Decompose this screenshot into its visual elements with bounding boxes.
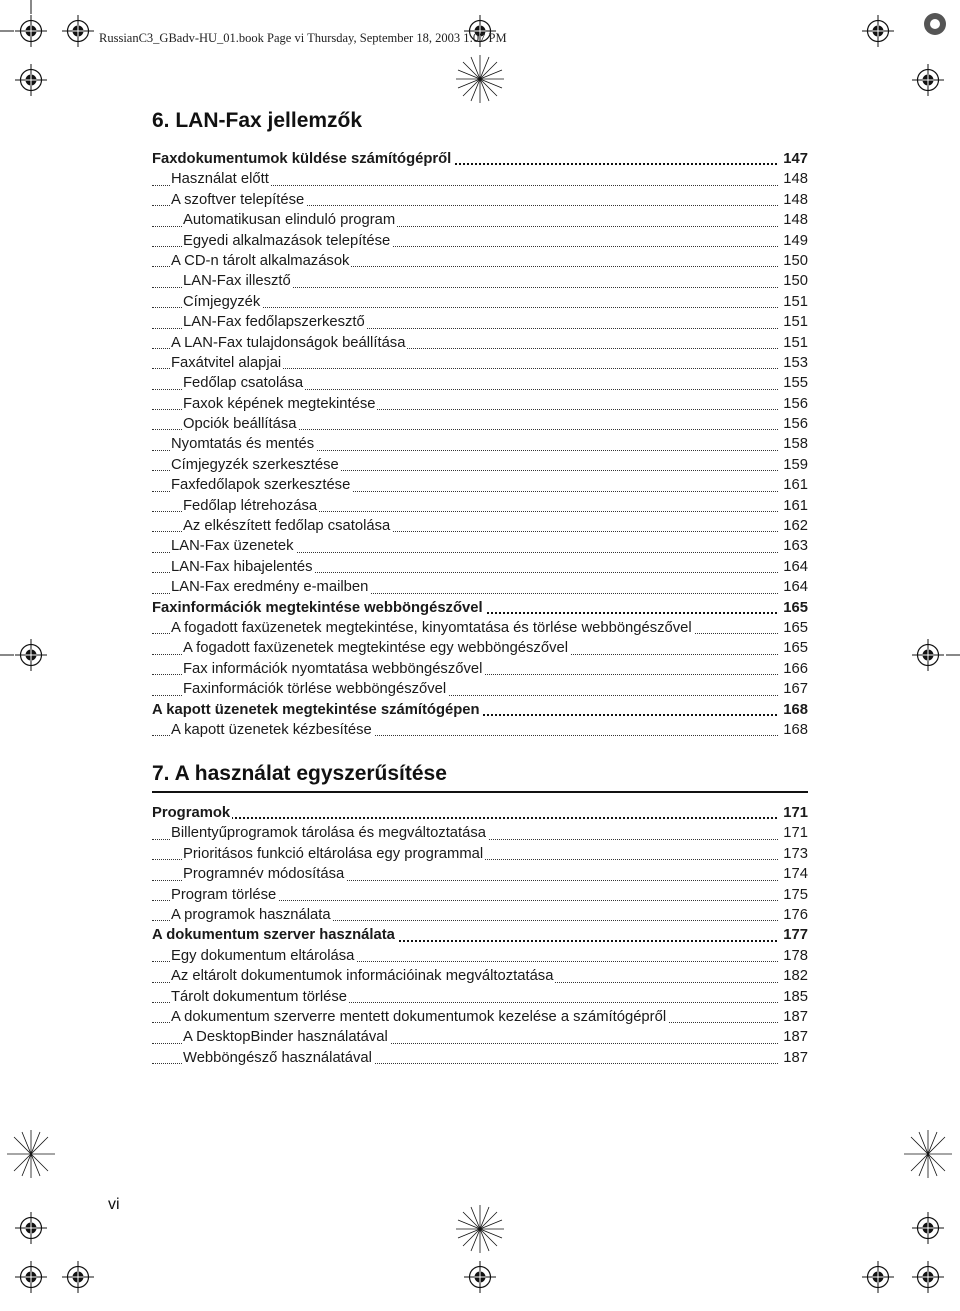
toc-entry-page: 151 (779, 292, 808, 312)
corner-mark-bottom-left (15, 1212, 94, 1293)
side-mark-right (912, 639, 960, 671)
page-number: vi (108, 1196, 120, 1213)
toc-entry-title: A kapott üzenetek megtekintése számítógépen (152, 701, 480, 718)
toc-entry-page: 163 (779, 536, 808, 556)
toc-entry-page: 158 (779, 434, 808, 454)
toc-entry (152, 638, 808, 658)
toc-entry-page: 148 (779, 190, 808, 210)
toc-entry (152, 1007, 808, 1027)
toc-entry-page: 150 (779, 271, 808, 291)
toc-entry (152, 1027, 808, 1047)
toc-entry-page: 162 (779, 516, 808, 536)
toc-entry-title: Az eltárolt dokumentumok információinak megváltoztatása (171, 968, 554, 985)
toc-entry (152, 312, 808, 332)
toc-entry-page: 187 (779, 1007, 808, 1027)
starburst-mark-right (904, 1130, 952, 1178)
toc-entry-page: 185 (779, 987, 808, 1007)
toc-entry (152, 496, 808, 516)
toc-entry-page: 165 (779, 618, 808, 638)
toc-entry-title: LAN-Fax fedőlapszerkesztő (183, 314, 365, 331)
toc-entry (152, 231, 808, 251)
starburst-mark-top (456, 55, 504, 103)
toc-entry-title: LAN-Fax hibajelentés (171, 558, 313, 575)
toc-entry-page: 174 (779, 864, 808, 884)
toc-entry-page: 161 (779, 496, 808, 516)
toc-entry (152, 618, 808, 638)
toc-entry-page: 150 (779, 251, 808, 271)
toc-entry-page: 161 (779, 475, 808, 495)
toc-entry-page: 167 (779, 679, 808, 699)
toc-entry-page: 151 (779, 333, 808, 353)
toc-entry (152, 210, 808, 230)
toc-entry (152, 905, 808, 925)
toc-entry-title: Programok (152, 805, 231, 821)
toc-entry (152, 251, 808, 271)
toc-entry-page: 155 (779, 373, 808, 393)
corner-mark-bottom-right (862, 1212, 944, 1293)
toc-entry (152, 190, 808, 210)
toc-entry-page: 173 (779, 844, 808, 864)
toc-entry (152, 536, 808, 556)
toc-chapter-6 (152, 149, 808, 740)
toc-entry-page: 175 (779, 885, 808, 905)
toc-entry-title: Opciók beállítása (183, 416, 297, 433)
toc-chapter-7 (152, 803, 808, 1068)
toc-entry-page: 166 (779, 659, 808, 679)
toc-entry-title: Prioritásos funkció eltárolása egy programmal (183, 845, 484, 862)
toc-entry-title: Nyomtatás és mentés (171, 436, 315, 453)
toc-entry-title: LAN-Fax üzenetek (171, 538, 294, 555)
toc-entry-page: 159 (779, 455, 808, 475)
toc-entry (152, 1048, 808, 1068)
toc-entry (152, 679, 808, 699)
toc-entry (152, 414, 808, 434)
toc-entry (152, 292, 808, 312)
toc-entry (152, 844, 808, 864)
toc-entry-page: 187 (779, 1027, 808, 1047)
toc-entry-page: 187 (779, 1048, 808, 1068)
toc-entry-title: Webböngésző használatával (183, 1049, 372, 1066)
toc-entry-page: 156 (779, 414, 808, 434)
toc-entry-title: Használat előtt (171, 171, 269, 188)
toc-entry-title: Programnév módosítása (183, 866, 345, 883)
toc-entry (152, 720, 808, 740)
toc-entry-page: 177 (779, 925, 808, 945)
toc-entry-page: 168 (779, 700, 808, 720)
toc-entry-title: Faxinformációk törlése webböngészővel (183, 681, 447, 698)
toc-entry-title: A fogadott faxüzenetek megtekintése, kinyomtatása és törlése webböngészővel (171, 619, 692, 636)
toc-entry-title: Faxátvitel alapjai (171, 354, 282, 371)
toc-entry (152, 434, 808, 454)
toc-entry-title: Címjegyzék szerkesztése (171, 456, 339, 473)
toc-entry-page: 164 (779, 577, 808, 597)
toc-entry-title: Az elkészített fedőlap csatolása (183, 518, 391, 535)
toc-entry-title: Egyedi alkalmazások telepítése (183, 232, 391, 249)
center-mark-bottom (464, 1261, 496, 1293)
toc-entry (152, 149, 808, 169)
toc-entry-title: Címjegyzék (183, 293, 261, 310)
toc-entry-page: 176 (779, 905, 808, 925)
side-mark-left (0, 639, 47, 671)
toc-entry-title: A dokumentum szerverre mentett dokumentumok kezelése a számítógépről (171, 1008, 667, 1025)
toc-entry (152, 373, 808, 393)
toc-entry-title: Egy dokumentum eltárolása (171, 947, 355, 964)
toc-entry-title: A kapott üzenetek kézbesítése (171, 721, 372, 738)
toc-entry-page: 164 (779, 557, 808, 577)
dot-leader (152, 817, 808, 819)
toc-entry (152, 925, 808, 945)
toc-entry (152, 353, 808, 373)
toc-entry-title: A programok használata (171, 906, 331, 923)
toc-entry (152, 455, 808, 475)
toc-entry-title: Billentyűprogramok tárolása és megváltoztatása (171, 825, 487, 842)
toc-entry (152, 946, 808, 966)
toc-entry (152, 864, 808, 884)
toc-entry-title: Faxfedőlapok szerkesztése (171, 477, 351, 494)
toc-entry (152, 700, 808, 720)
toc-entry-page: 178 (779, 946, 808, 966)
toc-entry-page: 147 (779, 149, 808, 169)
toc-entry-title: LAN-Fax eredmény e-mailben (171, 579, 369, 596)
chapter-6-title: 6. LAN-Fax jellemzők (152, 109, 363, 132)
corner-mark-top-right (862, 13, 946, 96)
toc-entry (152, 394, 808, 414)
toc-entry (152, 885, 808, 905)
toc-entry-title: Faxok képének megtekintése (183, 395, 376, 412)
toc-entry-title: A CD-n tárolt alkalmazások (171, 252, 350, 269)
starburst-mark-left (7, 1130, 55, 1178)
toc-entry-page: 156 (779, 394, 808, 414)
toc-entry-title: Program törlése (171, 886, 277, 903)
chapter-7-rule (152, 791, 808, 793)
toc-entry-page: 153 (779, 353, 808, 373)
toc-entry-page: 182 (779, 966, 808, 986)
toc-entry-page: 165 (779, 638, 808, 658)
toc-entry-page: 165 (779, 598, 808, 618)
toc-entry (152, 659, 808, 679)
chapter-7-title: 7. A használat egyszerűsítése (152, 762, 447, 785)
toc-entry (152, 966, 808, 986)
toc-entry-page: 171 (779, 823, 808, 843)
toc-entry-title: A szoftver telepítése (171, 191, 305, 208)
toc-entry-page: 168 (779, 720, 808, 740)
toc-entry-title: A dokumentum szerver használata (152, 927, 395, 944)
toc-entry-title: Fedőlap létrehozása (183, 497, 318, 514)
toc-entry-title: Fedőlap csatolása (183, 375, 304, 392)
toc-entry-title: Faxinformációk megtekintése webböngészővel (152, 599, 483, 616)
toc-entry-title: A DesktopBinder használatával (183, 1029, 388, 1046)
toc-entry (152, 823, 808, 843)
book-header-line: RussianC3_GBadv-HU_01.book Page vi Thursday, September 18, 2003 1:07 PM (99, 31, 507, 45)
corner-mark-top-left (0, 0, 94, 96)
toc-entry-title: Tárolt dokumentum törlése (171, 988, 347, 1005)
toc-entry (152, 987, 808, 1007)
starburst-mark-bottom (456, 1205, 504, 1253)
toc-entry (152, 475, 808, 495)
toc-entry-title: A fogadott faxüzenetek megtekintése egy webböngészővel (183, 640, 568, 657)
toc-entry (152, 803, 808, 823)
toc-entry-page: 148 (779, 210, 808, 230)
toc-entry-title: LAN-Fax illesztő (183, 273, 291, 290)
toc-entry (152, 577, 808, 597)
toc-entry-title: Automatikusan elinduló program (183, 212, 396, 229)
toc-entry (152, 169, 808, 189)
toc-entry-page: 149 (779, 231, 808, 251)
toc-entry-page: 171 (779, 803, 808, 823)
toc-entry (152, 516, 808, 536)
toc-entry-title: Fax információk nyomtatása webböngészővel (183, 660, 483, 677)
toc-entry (152, 271, 808, 291)
toc-entry-title: Faxdokumentumok küldése számítógépről (152, 151, 452, 167)
toc-entry (152, 333, 808, 353)
toc-entry-page: 151 (779, 312, 808, 332)
toc-entry-page: 148 (779, 169, 808, 189)
toc-entry (152, 557, 808, 577)
toc-entry (152, 598, 808, 618)
toc-entry-title: A LAN-Fax tulajdonságok beállítása (171, 334, 406, 351)
